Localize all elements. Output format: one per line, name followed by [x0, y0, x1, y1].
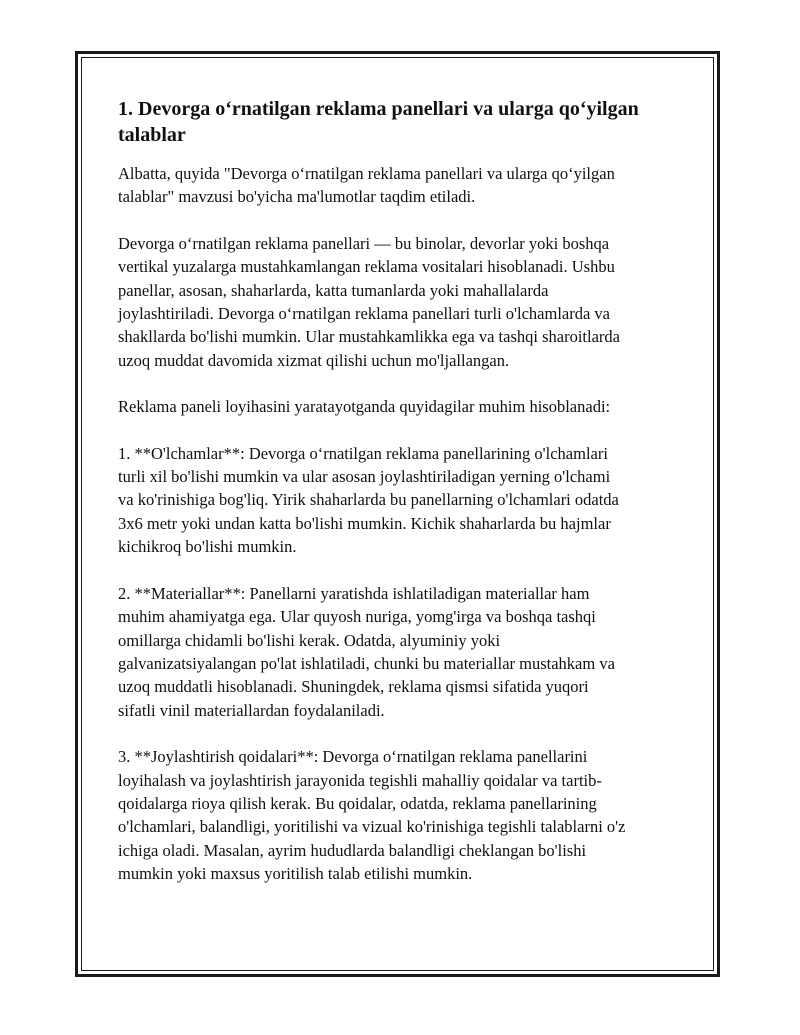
paragraph-materials: 2. **Materiallar**: Panellarni yaratishda ishlatiladigan materiallar ham muhim ahamiyatga ega. Ular quyosh nuriga, yomg'irga va boshqa tashqi omillarga chidamli bo'lishi kerak. Odatda, alyuminiy yoki galvanizatsiyalangan po'lat ishlatiladi, chunki bu materiallar mustahkam va uzoq muddatli hisoblanadi. Shuningdek, reklama qismsi sifatida yuqori sifatli vinil materiallardan foydalaniladi.: [118, 583, 615, 720]
paragraph-definition: Devorga o‘rnatilgan reklama panellari — bu binolar, devorlar yoki boshqa vertikal yuzalarga mustahkamlangan reklama vositalari hisoblanadi. Ushbu panellar, asosan, shaharlarda, katta tumanlarda yoki mahallalarda joylashtiriladi. Devorga o‘rnatilgan reklama panellari turli o'lchamlarda va shakllarda bo'lishi mumkin. Ular mustahkamlikka ega va tashqi sharoitlarda uzoq muddat davomida xizmat qilishi uchun mo'ljallangan.: [118, 233, 620, 370]
document-title: 1. Devorga o‘rnatilgan reklama panellari va ularga qo‘yilgan talablar: [118, 98, 639, 146]
paragraph-intro: Albatta, quyida "Devorga o‘rnatilgan reklama panellari va ularga qo‘yilgan talablar" mavzusi bo'yicha ma'lumotlar taqdim etiladi.: [118, 164, 615, 207]
document-body: [118, 96, 688, 909]
paragraph-dimensions: 1. **O'lchamlar**: Devorga o‘rnatilgan reklama panellarining o'lchamlari turli xil bo'lishi mumkin va ular asosan joylashtiriladigan yerning o'lchami va ko'rinishiga bog'liq. Yirik shaharlarda bu panellarning o'lchamlari odatda 3x6 metr yoki undan katta bo'lishi mumkin. Kichik shaharlarda bu hajmlar kichikroq bo'lishi mumkin.: [118, 443, 619, 557]
paragraph-requirements-lead: Reklama paneli loyihasini yaratayotganda quyidagilar muhim hisoblanadi:: [118, 397, 611, 417]
paragraph-placement-rules: 3. **Joylashtirish qoidalari**: Devorga o‘rnatilgan reklama panellarini loyihalash va joylashtirish jarayonida tegishli mahalliy qoidalar va tartib- qoidalarga rioya qilish kerak. Bu qoidalar, odatda, reklama panellarining o'lchamlari, balandligi, yoritilishi va vizual ko'rinishiga tegishli talablarni o'z ichiga oladi. Masalan, ayrim hududlarda balandligi cheklangan bo'lishi mumkin yoki maxsus yoritilish talab etilishi mumkin.: [118, 747, 626, 884]
